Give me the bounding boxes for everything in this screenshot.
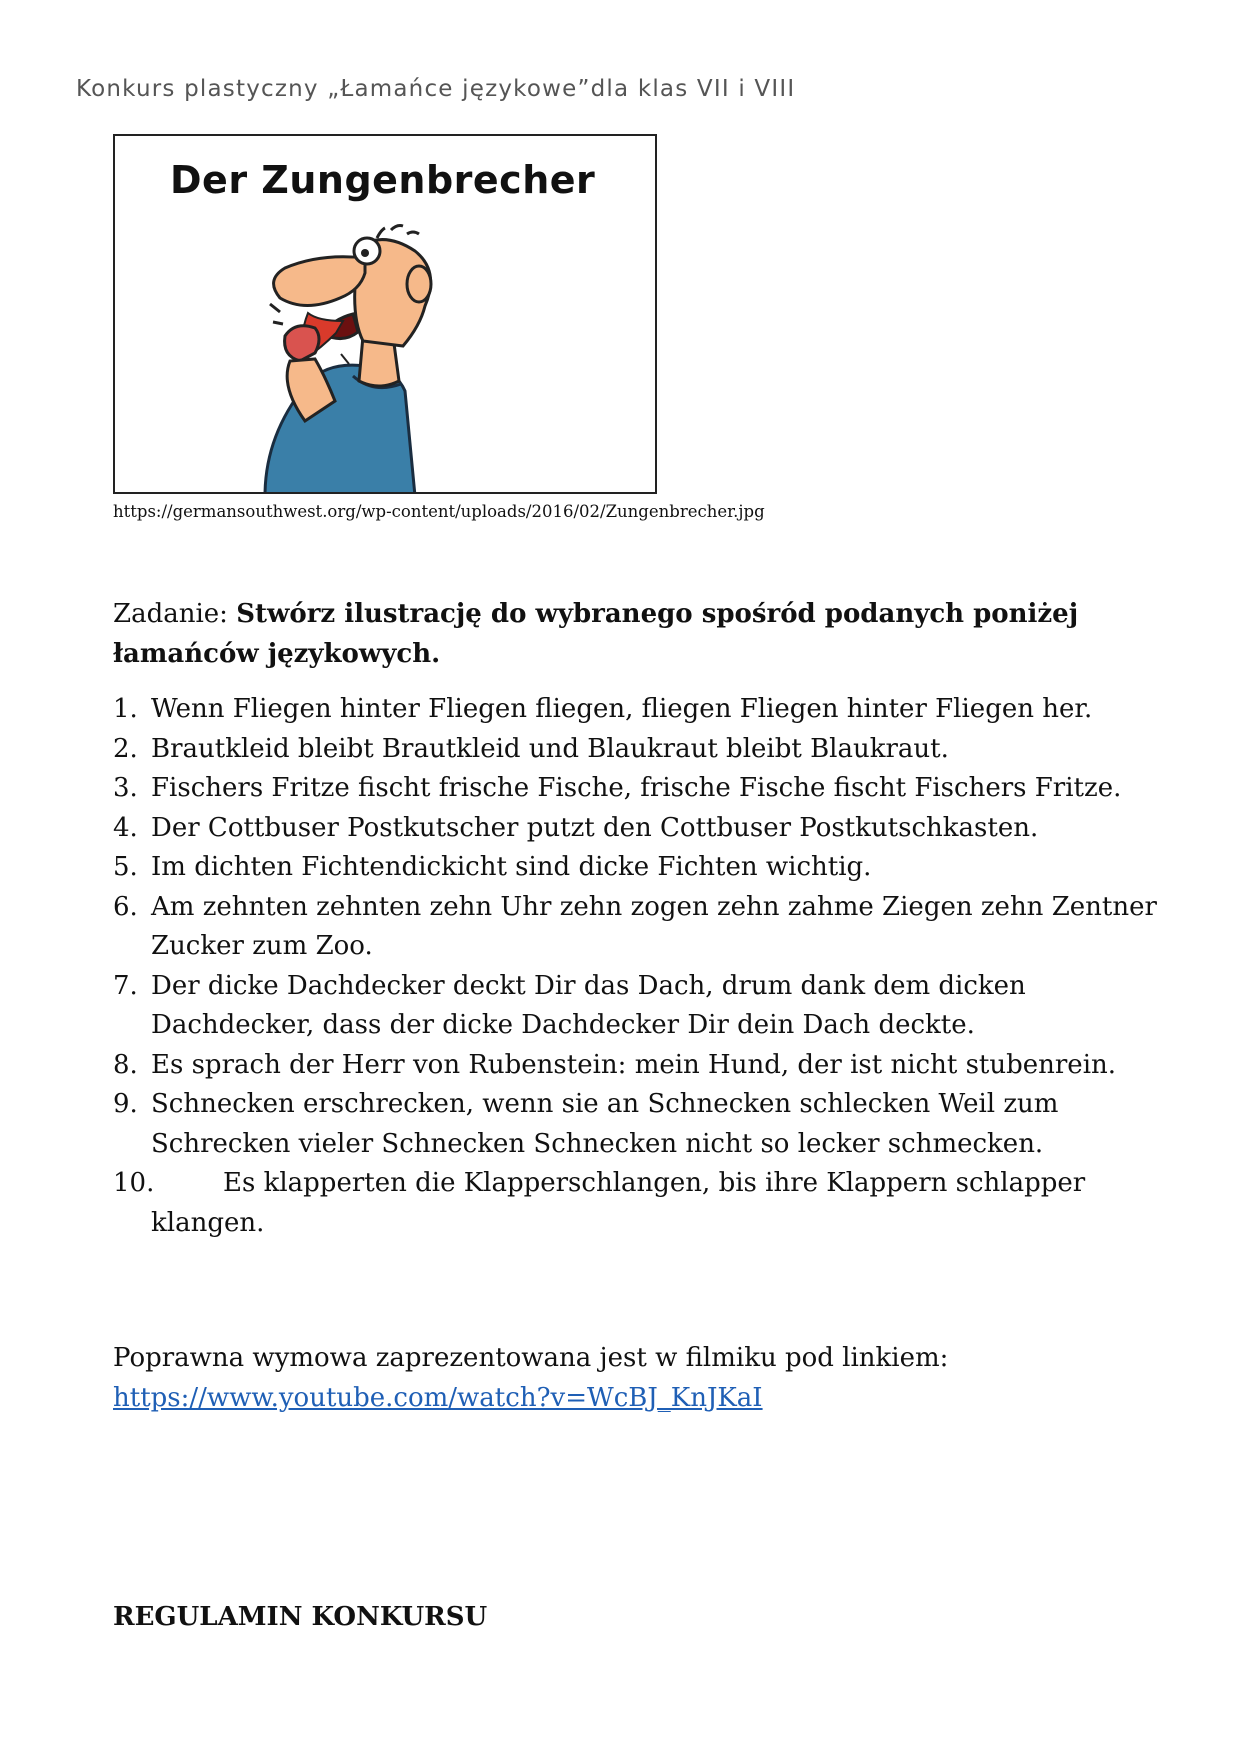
list-number: 7. (113, 970, 138, 1001)
list-item-text: Der Cottbuser Postkutscher putzt den Cottbuser Postkutschkasten. (151, 812, 1039, 843)
list-number: 4. (113, 812, 138, 843)
rules-heading: REGULAMIN KONKURSU (113, 1602, 488, 1632)
list-number: 10. (113, 1168, 155, 1198)
list-number: 9. (113, 1089, 138, 1119)
list-item (113, 690, 1163, 730)
list-number: 2. (113, 733, 138, 764)
page-header: Konkurs plastyczny „Łamańce językowe”dla klas VII i VIII (76, 76, 796, 102)
task-text: Stwórz ilustrację do wybranego spośród podanych poniżej łamańców językowych. (113, 599, 1079, 669)
list-number: 8. (113, 1049, 138, 1080)
list-item-text: Es klapperten die Klapperschlangen, bis ihre Klappern schlapper klangen. (151, 1168, 1086, 1238)
video-link-paragraph (113, 1338, 1153, 1418)
list-item (113, 730, 1163, 770)
list-item-text: Es sprach der Herr von Rubenstein: mein Hund, der ist nicht stubenrein. (151, 1049, 1117, 1080)
list-item-text: Am zehnten zehnten zehn Uhr zehn zogen zehn zahme Ziegen zehn Zentner Zucker zum Zoo. (151, 891, 1157, 961)
task-paragraph (113, 594, 1153, 674)
list-item (113, 769, 1163, 809)
list-item (113, 1164, 1163, 1243)
cartoon-man-image (115, 136, 657, 494)
list-item-text: Fischers Fritze fischt frische Fische, frische Fische fischt Fischers Fritze. (151, 773, 1122, 803)
list-item-text: Im dichten Fichtendickicht sind dicke Fichten wichtig. (151, 852, 872, 882)
youtube-link[interactable]: https://www.youtube.com/watch?v=WcBJ_KnJKaI (113, 1383, 763, 1413)
list-item-text: Brautkleid bleibt Brautkleid und Blaukraut bleibt Blaukraut. (151, 733, 949, 764)
list-item-text: Schnecken erschrecken, wenn sie an Schnecken schlecken Weil zum Schrecken vieler Schnecken Schnecken nicht so lecker schmecken. (151, 1089, 1059, 1159)
list-item-text: Wenn Fliegen hinter Fliegen fliegen, fliegen Fliegen hinter Fliegen her. (151, 694, 1093, 724)
list-item (113, 848, 1163, 888)
list-number: 3. (113, 773, 138, 803)
task-label: Zadanie: (113, 599, 237, 629)
list-item (113, 1046, 1163, 1086)
zungenbrecher-illustration (113, 134, 657, 494)
list-item (113, 809, 1163, 849)
outro-text: Poprawna wymowa zaprezentowana jest w filmiku pod linkiem: (113, 1343, 949, 1373)
list-item-text: Der dicke Dachdecker deckt Dir das Dach, drum dank dem dicken Dachdecker, dass der dicke Dachdecker Dir dein Dach deckte. (151, 970, 1026, 1040)
list-item (113, 1085, 1163, 1164)
image-source-url: https://germansouthwest.org/wp-content/uploads/2016/02/Zungenbrecher.jpg (113, 502, 765, 521)
list-item (113, 888, 1163, 967)
tongue-twister-list (113, 690, 1163, 1243)
illustration-title: Der Zungenbrecher (170, 158, 596, 202)
list-number: 5. (113, 852, 138, 882)
list-number: 6. (113, 891, 138, 922)
list-number: 1. (113, 694, 138, 724)
list-item (113, 967, 1163, 1046)
